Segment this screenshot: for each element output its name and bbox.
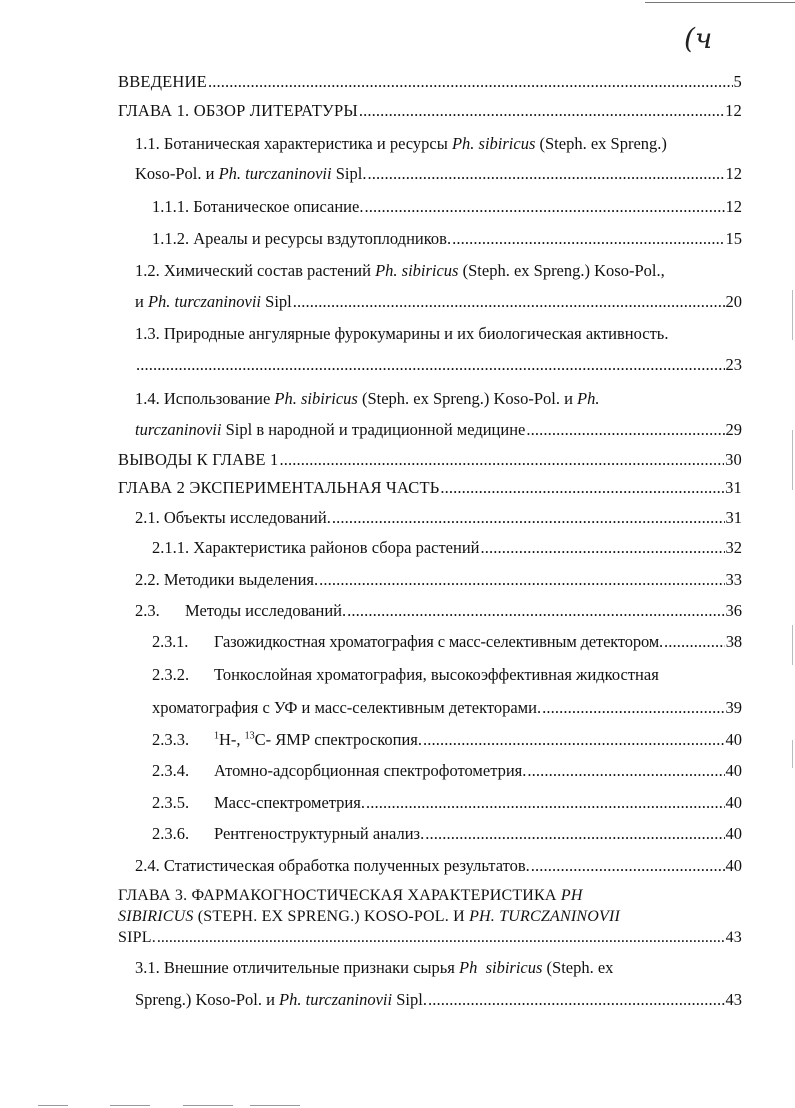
entry-species: SIBIRICUS — [118, 908, 194, 925]
entry-title: ГЛАВА 1. ОБЗОР ЛИТЕРАТУРЫ — [118, 101, 358, 120]
scan-edge-mark — [792, 290, 793, 320]
toc-entry-2-3[interactable] — [0, 601, 742, 625]
entry-title: 1.1.1. Ботаническое описание. — [152, 197, 364, 216]
entry-title: 2.4. Статистическая обработка полученных результатов. — [135, 856, 530, 875]
entry-page: 30 — [725, 450, 742, 469]
entry-title — [135, 292, 292, 312]
entry-page: 39 — [725, 698, 742, 717]
entry-page: 5 — [733, 72, 742, 91]
entry-page: 38 — [725, 632, 742, 651]
entry-page: 40 — [725, 856, 742, 875]
toc-entry-1-1-1[interactable] — [0, 197, 742, 221]
entry-text: Sipl. — [331, 164, 367, 183]
entry-text: Газожидкостная хроматография с масс-селективным детектором. — [214, 632, 664, 651]
entry-page: 32 — [725, 538, 742, 557]
entry-species: Ph. sibiricus — [451, 134, 536, 153]
entry-title — [152, 632, 663, 652]
toc-entry-2-3-2-line1[interactable] — [152, 665, 659, 685]
entry-page: 29 — [725, 420, 742, 439]
entry-title — [152, 730, 422, 750]
entry-text: Атомно-адсорбционная спектрофотометрия. — [214, 761, 527, 780]
superscript: 1 — [214, 730, 219, 742]
dot-leader — [364, 197, 724, 217]
entry-species: PH — [560, 887, 583, 904]
entry-text: Рентгеноструктурный анализ. — [214, 824, 425, 843]
entry-text: (Steph. ex Spreng.) Koso-Pol. и — [357, 389, 578, 408]
dot-leader — [423, 730, 724, 750]
toc-entry-2-3-2[interactable] — [0, 698, 742, 722]
entry-text: Методы исследований. — [185, 601, 347, 620]
toc-entry-chapter-3[interactable] — [0, 929, 742, 953]
handwritten-initials: (ч — [684, 22, 713, 55]
entry-title: 2.2. Методики выделения. — [135, 570, 319, 589]
entry-title: 1.1.2. Ареалы и ресурсы вздутоплодников. — [152, 229, 452, 248]
entry-title: ВВЕДЕНИЕ — [118, 72, 207, 91]
entry-title: 2.1. Объекты исследований. — [135, 508, 331, 527]
toc-entry-1-1[interactable] — [0, 164, 742, 188]
toc-entry-1-1-line1[interactable] — [135, 134, 667, 154]
entry-species: Ph. sibiricus — [375, 261, 459, 280]
entry-species: Ph sibiricus — [458, 958, 543, 977]
toc-entry-3-1-line1[interactable] — [135, 958, 613, 978]
entry-page: 40 — [725, 730, 742, 749]
scan-edge-mark — [792, 320, 793, 340]
entry-title — [152, 761, 526, 781]
toc-entry-1-4[interactable] — [0, 420, 742, 444]
toc-entry-conclusions-1[interactable] — [0, 450, 742, 474]
entry-text: (Steph. ex Spreng.) Koso-Pol., — [458, 261, 665, 280]
entry-text: Тонкослойная хроматография, высокоэффективная жидкостная — [214, 665, 659, 684]
entry-species: Ph. turczaninovii — [147, 292, 262, 311]
entry-page: 12 — [725, 164, 742, 183]
dot-leader — [359, 101, 724, 121]
entry-species: turczaninovii — [135, 420, 222, 439]
toc-entry-1-1-2[interactable] — [0, 229, 742, 253]
scan-edge-mark — [792, 740, 793, 768]
dot-leader — [332, 508, 725, 528]
dot-leader — [527, 761, 724, 781]
entry-number: 2.3.2. — [152, 665, 190, 684]
scan-foot-mark — [38, 1105, 68, 1106]
entry-title — [152, 824, 424, 844]
entry-species: PH. TURCZANINOVII — [469, 908, 621, 925]
dot-leader — [347, 601, 724, 621]
toc-entry-1-4-line1[interactable] — [135, 389, 600, 409]
dot-leader — [367, 164, 724, 184]
dot-leader — [526, 420, 724, 440]
scan-border — [645, 2, 795, 3]
entry-title — [135, 420, 525, 440]
entry-text: 1.4. Использование — [135, 389, 275, 408]
entry-text: Sipl в народной и традиционной медицине — [221, 420, 526, 439]
toc-entry-2-3-6[interactable] — [0, 824, 742, 848]
toc-entry-2-2[interactable] — [0, 570, 742, 594]
dot-leader — [366, 793, 725, 813]
scan-foot-mark — [250, 1105, 300, 1106]
entry-page: 40 — [725, 761, 742, 780]
toc-entry-2-1[interactable] — [0, 508, 742, 532]
entry-text: и — [135, 292, 148, 311]
entry-page: 31 — [725, 508, 742, 527]
toc-entry-2-3-3[interactable] — [0, 730, 742, 754]
entry-title — [135, 601, 346, 621]
toc-entry-introduction[interactable] — [0, 72, 742, 96]
toc-entry-1-2[interactable] — [0, 292, 742, 316]
entry-page: 12 — [725, 197, 742, 216]
toc-entry-chapter-3-line1[interactable] — [118, 887, 583, 905]
entry-title: хроматография с УФ и масс-селективным детекторами. — [152, 698, 542, 717]
entry-page: 12 — [725, 101, 742, 120]
entry-species: Ph. turczaninovii — [279, 990, 393, 1009]
entry-text: ГЛАВА 3. ФАРМАКОГНОСТИЧЕСКАЯ ХАРАКТЕРИСТИКА — [118, 887, 561, 904]
entry-text: 3.1. Внешние отличительные признаки сырья — [135, 958, 459, 977]
dot-leader — [664, 632, 725, 652]
dot-leader — [531, 856, 725, 876]
entry-page: 43 — [725, 990, 742, 1009]
entry-text: 1.1. Ботаническая характеристика и ресурсы — [135, 134, 452, 153]
dot-leader — [157, 929, 725, 947]
entry-text: Sipl. — [392, 990, 427, 1009]
entry-page: 36 — [725, 601, 742, 620]
scan-edge-mark — [792, 430, 793, 490]
entry-title: ВЫВОДЫ К ГЛАВЕ 1 — [118, 450, 279, 469]
entry-text: Spreng.) Koso-Pol. и — [135, 990, 280, 1009]
toc-entry-1-3[interactable] — [0, 355, 742, 379]
entry-page: 23 — [725, 355, 742, 374]
entry-text: H-, — [219, 730, 245, 749]
entry-title — [135, 990, 427, 1010]
entry-number: 2.3.1. — [152, 632, 189, 651]
scan-foot-mark — [183, 1105, 233, 1106]
toc-entry-1-2-line1[interactable] — [135, 261, 665, 281]
entry-number: 2.3. — [135, 601, 160, 620]
entry-species: Ph. sibiricus — [274, 389, 358, 408]
entry-title: 2.1.1. Характеристика районов сбора растений — [152, 538, 480, 557]
dot-leader — [293, 292, 725, 312]
entry-page: 43 — [725, 929, 742, 946]
toc-entry-2-1-1[interactable] — [0, 538, 742, 562]
entry-text: C- ЯМР спектроскопия. — [254, 730, 423, 749]
entry-text: Koso-Pol. и — [135, 164, 219, 183]
dot-leader — [440, 478, 724, 498]
dot-leader — [428, 990, 725, 1010]
toc-entry-2-3-4[interactable] — [0, 761, 742, 785]
entry-text: Sipl — [261, 292, 292, 311]
dot-leader — [208, 72, 733, 92]
entry-text: Масс-спектрометрия. — [214, 793, 365, 812]
entry-species: Ph. — [577, 389, 600, 408]
entry-page: 33 — [725, 570, 742, 589]
toc-entry-chapter-1[interactable] — [0, 101, 742, 125]
entry-text: (Steph. ex Spreng.) — [535, 134, 667, 153]
toc-entry-2-3-1[interactable] — [0, 632, 742, 656]
toc-entry-2-3-5[interactable] — [0, 793, 742, 817]
entry-title: ГЛАВА 2 ЭКСПЕРИМЕНТАЛЬНАЯ ЧАСТЬ — [118, 478, 440, 497]
entry-number: 2.3.3. — [152, 730, 190, 749]
toc-entry-chapter-3-line2[interactable] — [118, 908, 620, 926]
entry-title: SIPL. — [118, 929, 156, 946]
entry-text: (Steph. ex — [542, 958, 614, 977]
dot-leader — [481, 538, 725, 558]
entry-species: Ph. turczaninovii — [218, 164, 332, 183]
entry-number: 2.3.5. — [152, 793, 190, 812]
scan-foot-mark — [110, 1105, 150, 1106]
entry-title — [135, 164, 366, 184]
entry-page: 40 — [725, 793, 742, 812]
entry-number: 2.3.4. — [152, 761, 190, 780]
entry-page: 15 — [725, 229, 742, 248]
dot-leader — [136, 355, 725, 375]
superscript: 13 — [244, 730, 255, 742]
dot-leader — [319, 570, 724, 590]
entry-page: 20 — [725, 292, 742, 311]
toc-entry-3-1[interactable] — [0, 990, 742, 1014]
scan-edge-mark — [792, 625, 793, 665]
dot-leader — [279, 450, 724, 470]
toc-entry-2-4[interactable] — [0, 856, 742, 880]
entry-number: 2.3.6. — [152, 824, 190, 843]
dot-leader — [425, 824, 724, 844]
toc-entry-1-3-line1[interactable]: 1.3. Природные ангулярные фурокумарины и их биологическая активность. — [135, 324, 669, 343]
dot-leader — [542, 698, 724, 718]
entry-text: (STEPH. EX SPRENG.) KOSO-POL. И — [193, 908, 470, 925]
toc-entry-chapter-2[interactable] — [0, 478, 742, 502]
entry-text: 1.2. Химический состав растений — [135, 261, 376, 280]
entry-title — [152, 793, 365, 813]
dot-leader — [452, 229, 724, 249]
entry-page: 40 — [725, 824, 742, 843]
entry-page: 31 — [725, 478, 742, 497]
